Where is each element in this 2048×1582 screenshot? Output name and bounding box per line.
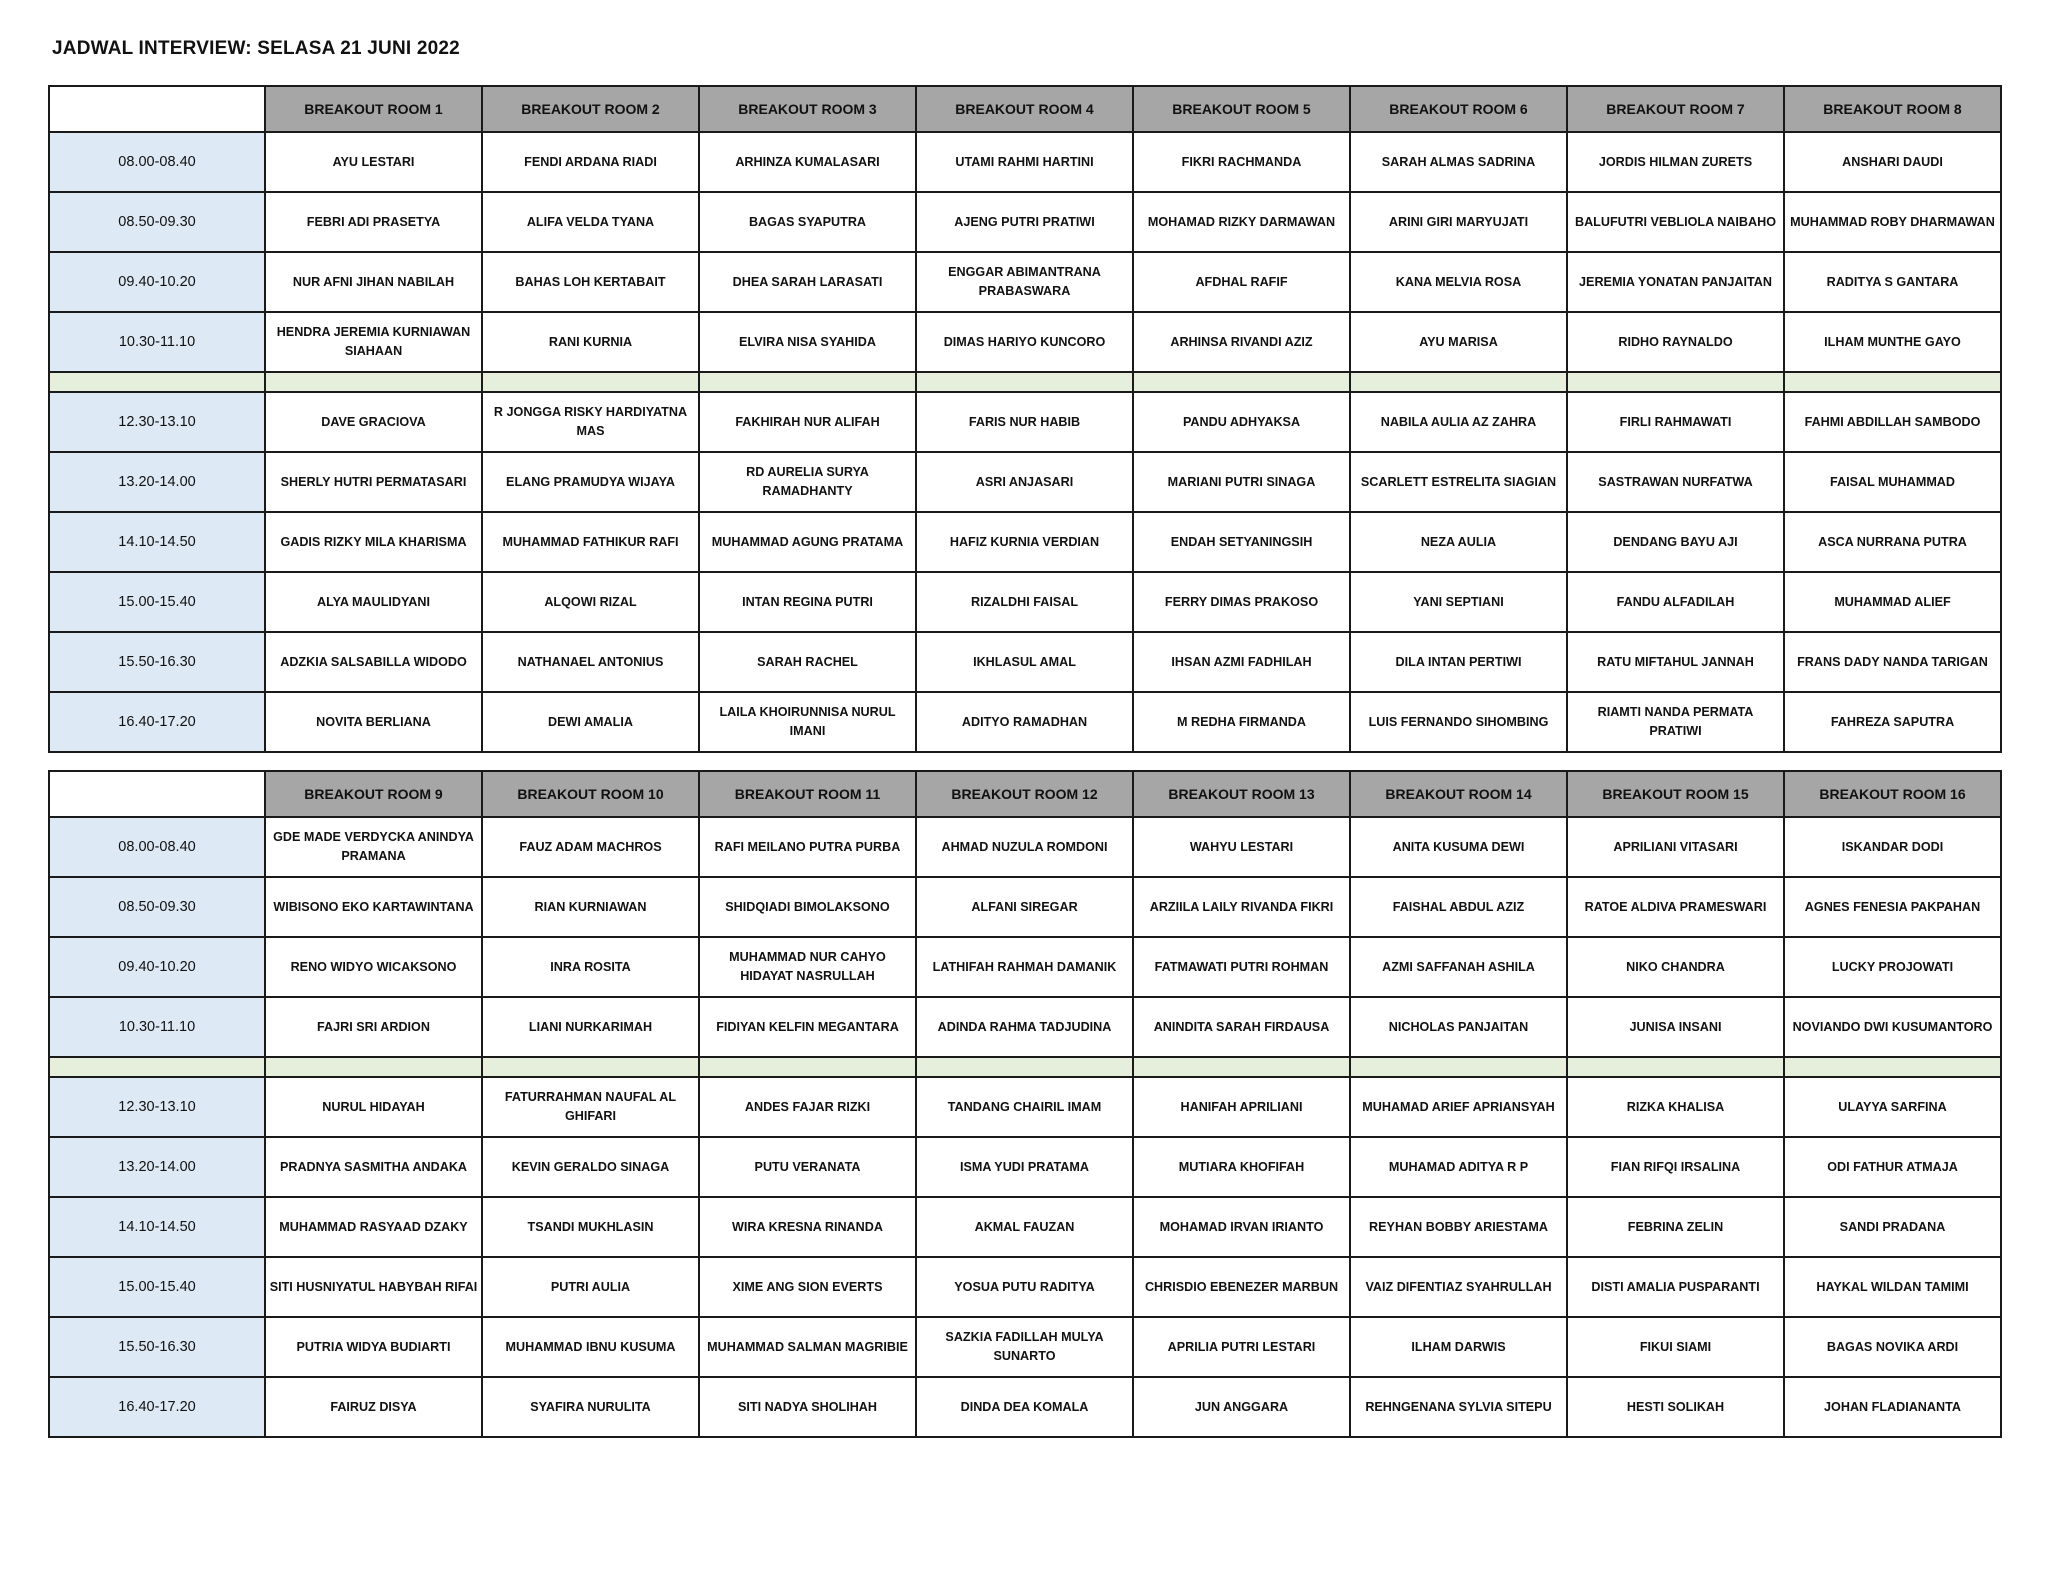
candidate-name-cell: SITI HUSNIYATUL HABYBAH RIFAI [265, 1257, 482, 1317]
candidate-name-cell: FAUZ ADAM MACHROS [482, 817, 699, 877]
candidate-name-cell: ISKANDAR DODI [1784, 817, 2001, 877]
room-header: BREAKOUT ROOM 8 [1784, 86, 2001, 132]
table-row [49, 252, 2001, 312]
candidate-name-cell: PUTRIA WIDYA BUDIARTI [265, 1317, 482, 1377]
break-cell [699, 372, 916, 392]
candidate-name-cell: ALYA MAULIDYANI [265, 572, 482, 632]
time-slot-cell: 15.00-15.40 [49, 1257, 265, 1317]
candidate-name-cell: M REDHA FIRMANDA [1133, 692, 1350, 752]
candidate-name-cell: DAVE GRACIOVA [265, 392, 482, 452]
room-header: BREAKOUT ROOM 14 [1350, 771, 1567, 817]
candidate-name-cell: NOVITA BERLIANA [265, 692, 482, 752]
candidate-name-cell: MUHAMMAD RASYAAD DZAKY [265, 1197, 482, 1257]
time-slot-cell: 12.30-13.10 [49, 1077, 265, 1137]
candidate-name-cell: VAIZ DIFENTIAZ SYAHRULLAH [1350, 1257, 1567, 1317]
candidate-name-cell: APRILIANI VITASARI [1567, 817, 1784, 877]
candidate-name-cell: RIZALDHI FAISAL [916, 572, 1133, 632]
candidate-name-cell: FEBRI ADI PRASETYA [265, 192, 482, 252]
table-row [49, 192, 2001, 252]
candidate-name-cell: NABILA AULIA AZ ZAHRA [1350, 392, 1567, 452]
break-cell [482, 1057, 699, 1077]
candidate-name-cell: KEVIN GERALDO SINAGA [482, 1137, 699, 1197]
break-cell [482, 372, 699, 392]
candidate-name-cell: JUN ANGGARA [1133, 1377, 1350, 1437]
candidate-name-cell: DINDA DEA KOMALA [916, 1377, 1133, 1437]
candidate-name-cell: MUHAMAD ARIEF APRIANSYAH [1350, 1077, 1567, 1137]
candidate-name-cell: AHMAD NUZULA ROMDONI [916, 817, 1133, 877]
candidate-name-cell: FIAN RIFQI IRSALINA [1567, 1137, 1784, 1197]
break-cell [49, 372, 265, 392]
break-cell [1133, 1057, 1350, 1077]
candidate-name-cell: FAJRI SRI ARDION [265, 997, 482, 1057]
candidate-name-cell: FAIRUZ DISYA [265, 1377, 482, 1437]
candidate-name-cell: LIANI NURKARIMAH [482, 997, 699, 1057]
candidate-name-cell: AZMI SAFFANAH ASHILA [1350, 937, 1567, 997]
candidate-name-cell: SYAFIRA NURULITA [482, 1377, 699, 1437]
break-cell [49, 1057, 265, 1077]
table-row [49, 452, 2001, 512]
break-cell [1784, 372, 2001, 392]
candidate-name-cell: ARZIILA LAILY RIVANDA FIKRI [1133, 877, 1350, 937]
corner-cell [49, 86, 265, 132]
time-slot-cell: 10.30-11.10 [49, 312, 265, 372]
time-slot-cell: 16.40-17.20 [49, 1377, 265, 1437]
candidate-name-cell: WAHYU LESTARI [1133, 817, 1350, 877]
candidate-name-cell: AYU LESTARI [265, 132, 482, 192]
candidate-name-cell: JUNISA INSANI [1567, 997, 1784, 1057]
time-slot-cell: 15.00-15.40 [49, 572, 265, 632]
table-row [49, 1377, 2001, 1437]
candidate-name-cell: INTAN REGINA PUTRI [699, 572, 916, 632]
candidate-name-cell: LUCKY PROJOWATI [1784, 937, 2001, 997]
candidate-name-cell: ASCA NURRANA PUTRA [1784, 512, 2001, 572]
header-row [49, 771, 2001, 817]
break-cell [265, 372, 482, 392]
break-row [49, 1057, 2001, 1077]
candidate-name-cell: APRILIA PUTRI LESTARI [1133, 1317, 1350, 1377]
table-row [49, 132, 2001, 192]
room-header: BREAKOUT ROOM 3 [699, 86, 916, 132]
candidate-name-cell: ENDAH SETYANINGSIH [1133, 512, 1350, 572]
time-slot-cell: 16.40-17.20 [49, 692, 265, 752]
break-cell [1567, 372, 1784, 392]
room-header: BREAKOUT ROOM 16 [1784, 771, 2001, 817]
candidate-name-cell: RATOE ALDIVA PRAMESWARI [1567, 877, 1784, 937]
time-slot-cell: 09.40-10.20 [49, 252, 265, 312]
candidate-name-cell: AGNES FENESIA PAKPAHAN [1784, 877, 2001, 937]
time-slot-cell: 14.10-14.50 [49, 512, 265, 572]
room-header: BREAKOUT ROOM 13 [1133, 771, 1350, 817]
time-slot-cell: 08.00-08.40 [49, 817, 265, 877]
candidate-name-cell: RATU MIFTAHUL JANNAH [1567, 632, 1784, 692]
candidate-name-cell: ARHINSA RIVANDI AZIZ [1133, 312, 1350, 372]
candidate-name-cell: MUHAMMAD AGUNG PRATAMA [699, 512, 916, 572]
candidate-name-cell: FAHREZA SAPUTRA [1784, 692, 2001, 752]
room-header: BREAKOUT ROOM 15 [1567, 771, 1784, 817]
table-row [49, 692, 2001, 752]
candidate-name-cell: FANDU ALFADILAH [1567, 572, 1784, 632]
time-slot-cell: 13.20-14.00 [49, 1137, 265, 1197]
candidate-name-cell: BAHAS LOH KERTABAIT [482, 252, 699, 312]
candidate-name-cell: HESTI SOLIKAH [1567, 1377, 1784, 1437]
candidate-name-cell: REHNGENANA SYLVIA SITEPU [1350, 1377, 1567, 1437]
table-row [49, 817, 2001, 877]
candidate-name-cell: MOHAMAD IRVAN IRIANTO [1133, 1197, 1350, 1257]
candidate-name-cell: AYU MARISA [1350, 312, 1567, 372]
candidate-name-cell: BAGAS SYAPUTRA [699, 192, 916, 252]
candidate-name-cell: DISTI AMALIA PUSPARANTI [1567, 1257, 1784, 1317]
candidate-name-cell: SASTRAWAN NURFATWA [1567, 452, 1784, 512]
candidate-name-cell: MARIANI PUTRI SINAGA [1133, 452, 1350, 512]
candidate-name-cell: FAISAL MUHAMMAD [1784, 452, 2001, 512]
candidate-name-cell: NEZA AULIA [1350, 512, 1567, 572]
candidate-name-cell: IHSAN AZMI FADHILAH [1133, 632, 1350, 692]
candidate-name-cell: ALIFA VELDA TYANA [482, 192, 699, 252]
candidate-name-cell: ARHINZA KUMALASARI [699, 132, 916, 192]
candidate-name-cell: DILA INTAN PERTIWI [1350, 632, 1567, 692]
candidate-name-cell: FRANS DADY NANDA TARIGAN [1784, 632, 2001, 692]
room-header: BREAKOUT ROOM 12 [916, 771, 1133, 817]
schedule-table-rooms-1-8 [48, 85, 2002, 753]
candidate-name-cell: ISMA YUDI PRATAMA [916, 1137, 1133, 1197]
candidate-name-cell: ELANG PRAMUDYA WIJAYA [482, 452, 699, 512]
candidate-name-cell: TANDANG CHAIRIL IMAM [916, 1077, 1133, 1137]
candidate-name-cell: ARINI GIRI MARYUJATI [1350, 192, 1567, 252]
room-header: BREAKOUT ROOM 9 [265, 771, 482, 817]
candidate-name-cell: YANI SEPTIANI [1350, 572, 1567, 632]
table-row [49, 1077, 2001, 1137]
candidate-name-cell: PRADNYA SASMITHA ANDAKA [265, 1137, 482, 1197]
break-cell [1350, 372, 1567, 392]
candidate-name-cell: ANDES FAJAR RIZKI [699, 1077, 916, 1137]
candidate-name-cell: KANA MELVIA ROSA [1350, 252, 1567, 312]
candidate-name-cell: UTAMI RAHMI HARTINI [916, 132, 1133, 192]
candidate-name-cell: SARAH RACHEL [699, 632, 916, 692]
candidate-name-cell: FIKUI SIAMI [1567, 1317, 1784, 1377]
table-row [49, 937, 2001, 997]
candidate-name-cell: NUR AFNI JIHAN NABILAH [265, 252, 482, 312]
candidate-name-cell: MUHAMMAD IBNU KUSUMA [482, 1317, 699, 1377]
candidate-name-cell: SHERLY HUTRI PERMATASARI [265, 452, 482, 512]
candidate-name-cell: IKHLASUL AMAL [916, 632, 1133, 692]
candidate-name-cell: RENO WIDYO WICAKSONO [265, 937, 482, 997]
room-header: BREAKOUT ROOM 2 [482, 86, 699, 132]
candidate-name-cell: RAFI MEILANO PUTRA PURBA [699, 817, 916, 877]
time-slot-cell: 15.50-16.30 [49, 1317, 265, 1377]
page-title: JADWAL INTERVIEW: SELASA 21 JUNI 2022 [52, 38, 460, 59]
candidate-name-cell: ALFANI SIREGAR [916, 877, 1133, 937]
candidate-name-cell: ENGGAR ABIMANTRANA PRABASWARA [916, 252, 1133, 312]
candidate-name-cell: ILHAM MUNTHE GAYO [1784, 312, 2001, 372]
table-row [49, 392, 2001, 452]
candidate-name-cell: INRA ROSITA [482, 937, 699, 997]
table-row [49, 1257, 2001, 1317]
candidate-name-cell: RIDHO RAYNALDO [1567, 312, 1784, 372]
candidate-name-cell: FAHMI ABDILLAH SAMBODO [1784, 392, 2001, 452]
room-header: BREAKOUT ROOM 1 [265, 86, 482, 132]
candidate-name-cell: RANI KURNIA [482, 312, 699, 372]
candidate-name-cell: ULAYYA SARFINA [1784, 1077, 2001, 1137]
table-row [49, 1137, 2001, 1197]
candidate-name-cell: R JONGGA RISKY HARDIYATNA MAS [482, 392, 699, 452]
candidate-name-cell: ASRI ANJASARI [916, 452, 1133, 512]
candidate-name-cell: AJENG PUTRI PRATIWI [916, 192, 1133, 252]
room-header: BREAKOUT ROOM 11 [699, 771, 916, 817]
candidate-name-cell: ANINDITA SARAH FIRDAUSA [1133, 997, 1350, 1057]
table-row [49, 877, 2001, 937]
candidate-name-cell: MUHAMMAD SALMAN MAGRIBIE [699, 1317, 916, 1377]
break-cell [699, 1057, 916, 1077]
table-row [49, 572, 2001, 632]
time-slot-cell: 13.20-14.00 [49, 452, 265, 512]
candidate-name-cell: ANITA KUSUMA DEWI [1350, 817, 1567, 877]
candidate-name-cell: ANSHARI DAUDI [1784, 132, 2001, 192]
table-row [49, 997, 2001, 1057]
candidate-name-cell: MUHAMMAD ALIEF [1784, 572, 2001, 632]
table-row [49, 512, 2001, 572]
break-row [49, 372, 2001, 392]
candidate-name-cell: RIAMTI NANDA PERMATA PRATIWI [1567, 692, 1784, 752]
time-slot-cell: 15.50-16.30 [49, 632, 265, 692]
candidate-name-cell: FERRY DIMAS PRAKOSO [1133, 572, 1350, 632]
candidate-name-cell: HENDRA JEREMIA KURNIAWAN SIAHAAN [265, 312, 482, 372]
candidate-name-cell: RD AURELIA SURYA RAMADHANTY [699, 452, 916, 512]
candidate-name-cell: PANDU ADHYAKSA [1133, 392, 1350, 452]
time-slot-cell: 08.00-08.40 [49, 132, 265, 192]
candidate-name-cell: HANIFAH APRILIANI [1133, 1077, 1350, 1137]
break-cell [1567, 1057, 1784, 1077]
time-slot-cell: 08.50-09.30 [49, 877, 265, 937]
candidate-name-cell: SARAH ALMAS SADRINA [1350, 132, 1567, 192]
candidate-name-cell: JORDIS HILMAN ZURETS [1567, 132, 1784, 192]
candidate-name-cell: DHEA SARAH LARASATI [699, 252, 916, 312]
break-cell [265, 1057, 482, 1077]
table-row [49, 1197, 2001, 1257]
candidate-name-cell: FEBRINA ZELIN [1567, 1197, 1784, 1257]
candidate-name-cell: XIME ANG SION EVERTS [699, 1257, 916, 1317]
candidate-name-cell: FATMAWATI PUTRI ROHMAN [1133, 937, 1350, 997]
candidate-name-cell: PUTU VERANATA [699, 1137, 916, 1197]
candidate-name-cell: NIKO CHANDRA [1567, 937, 1784, 997]
candidate-name-cell: ELVIRA NISA SYAHIDA [699, 312, 916, 372]
candidate-name-cell: WIBISONO EKO KARTAWINTANA [265, 877, 482, 937]
candidate-name-cell: MOHAMAD RIZKY DARMAWAN [1133, 192, 1350, 252]
candidate-name-cell: FIRLI RAHMAWATI [1567, 392, 1784, 452]
candidate-name-cell: WIRA KRESNA RINANDA [699, 1197, 916, 1257]
candidate-name-cell: FENDI ARDANA RIADI [482, 132, 699, 192]
candidate-name-cell: JEREMIA YONATAN PANJAITAN [1567, 252, 1784, 312]
table-row [49, 1317, 2001, 1377]
time-slot-cell: 14.10-14.50 [49, 1197, 265, 1257]
candidate-name-cell: ADZKIA SALSABILLA WIDODO [265, 632, 482, 692]
candidate-name-cell: MUHAMAD ADITYA R P [1350, 1137, 1567, 1197]
candidate-name-cell: FIKRI RACHMANDA [1133, 132, 1350, 192]
candidate-name-cell: JOHAN FLADIANANTA [1784, 1377, 2001, 1437]
time-slot-cell: 08.50-09.30 [49, 192, 265, 252]
candidate-name-cell: GDE MADE VERDYCKA ANINDYA PRAMANA [265, 817, 482, 877]
candidate-name-cell: SCARLETT ESTRELITA SIAGIAN [1350, 452, 1567, 512]
room-header: BREAKOUT ROOM 10 [482, 771, 699, 817]
candidate-name-cell: RIZKA KHALISA [1567, 1077, 1784, 1137]
candidate-name-cell: ADITYO RAMADHAN [916, 692, 1133, 752]
candidate-name-cell: CHRISDIO EBENEZER MARBUN [1133, 1257, 1350, 1317]
candidate-name-cell: ADINDA RAHMA TADJUDINA [916, 997, 1133, 1057]
candidate-name-cell: MUTIARA KHOFIFAH [1133, 1137, 1350, 1197]
candidate-name-cell: TSANDI MUKHLASIN [482, 1197, 699, 1257]
candidate-name-cell: FIDIYAN KELFIN MEGANTARA [699, 997, 916, 1057]
candidate-name-cell: MUHAMMAD FATHIKUR RAFI [482, 512, 699, 572]
candidate-name-cell: LAILA KHOIRUNNISA NURUL IMANI [699, 692, 916, 752]
candidate-name-cell: LUIS FERNANDO SIHOMBING [1350, 692, 1567, 752]
time-slot-cell: 09.40-10.20 [49, 937, 265, 997]
break-cell [1133, 372, 1350, 392]
candidate-name-cell: SITI NADYA SHOLIHAH [699, 1377, 916, 1437]
room-header: BREAKOUT ROOM 7 [1567, 86, 1784, 132]
candidate-name-cell: ALQOWI RIZAL [482, 572, 699, 632]
candidate-name-cell: NATHANAEL ANTONIUS [482, 632, 699, 692]
table-row [49, 312, 2001, 372]
break-cell [916, 1057, 1133, 1077]
candidate-name-cell: DIMAS HARIYO KUNCORO [916, 312, 1133, 372]
room-header: BREAKOUT ROOM 4 [916, 86, 1133, 132]
candidate-name-cell: PUTRI AULIA [482, 1257, 699, 1317]
candidate-name-cell: ILHAM DARWIS [1350, 1317, 1567, 1377]
room-header: BREAKOUT ROOM 5 [1133, 86, 1350, 132]
candidate-name-cell: NURUL HIDAYAH [265, 1077, 482, 1137]
candidate-name-cell: REYHAN BOBBY ARIESTAMA [1350, 1197, 1567, 1257]
candidate-name-cell: AFDHAL RAFIF [1133, 252, 1350, 312]
corner-cell [49, 771, 265, 817]
candidate-name-cell: AKMAL FAUZAN [916, 1197, 1133, 1257]
candidate-name-cell: HAFIZ KURNIA VERDIAN [916, 512, 1133, 572]
break-cell [1784, 1057, 2001, 1077]
candidate-name-cell: BALUFUTRI VEBLIOLA NAIBAHO [1567, 192, 1784, 252]
candidate-name-cell: NOVIANDO DWI KUSUMANTORO [1784, 997, 2001, 1057]
candidate-name-cell: DEWI AMALIA [482, 692, 699, 752]
candidate-name-cell: BAGAS NOVIKA ARDI [1784, 1317, 2001, 1377]
candidate-name-cell: RADITYA S GANTARA [1784, 252, 2001, 312]
table-row [49, 632, 2001, 692]
candidate-name-cell: YOSUA PUTU RADITYA [916, 1257, 1133, 1317]
candidate-name-cell: SANDI PRADANA [1784, 1197, 2001, 1257]
candidate-name-cell: FATURRAHMAN NAUFAL AL GHIFARI [482, 1077, 699, 1137]
time-slot-cell: 12.30-13.10 [49, 392, 265, 452]
candidate-name-cell: NICHOLAS PANJAITAN [1350, 997, 1567, 1057]
candidate-name-cell: ODI FATHUR ATMAJA [1784, 1137, 2001, 1197]
room-header: BREAKOUT ROOM 6 [1350, 86, 1567, 132]
break-cell [916, 372, 1133, 392]
candidate-name-cell: MUHAMMAD NUR CAHYO HIDAYAT NASRULLAH [699, 937, 916, 997]
candidate-name-cell: MUHAMMAD ROBY DHARMAWAN [1784, 192, 2001, 252]
candidate-name-cell: GADIS RIZKY MILA KHARISMA [265, 512, 482, 572]
candidate-name-cell: DENDANG BAYU AJI [1567, 512, 1784, 572]
header-row [49, 86, 2001, 132]
candidate-name-cell: FAISHAL ABDUL AZIZ [1350, 877, 1567, 937]
candidate-name-cell: SHIDQIADI BIMOLAKSONO [699, 877, 916, 937]
candidate-name-cell: RIAN KURNIAWAN [482, 877, 699, 937]
candidate-name-cell: SAZKIA FADILLAH MULYA SUNARTO [916, 1317, 1133, 1377]
candidate-name-cell: LATHIFAH RAHMAH DAMANIK [916, 937, 1133, 997]
candidate-name-cell: HAYKAL WILDAN TAMIMI [1784, 1257, 2001, 1317]
candidate-name-cell: FARIS NUR HABIB [916, 392, 1133, 452]
candidate-name-cell: FAKHIRAH NUR ALIFAH [699, 392, 916, 452]
break-cell [1350, 1057, 1567, 1077]
time-slot-cell: 10.30-11.10 [49, 997, 265, 1057]
schedule-table-rooms-9-16 [48, 770, 2002, 1438]
